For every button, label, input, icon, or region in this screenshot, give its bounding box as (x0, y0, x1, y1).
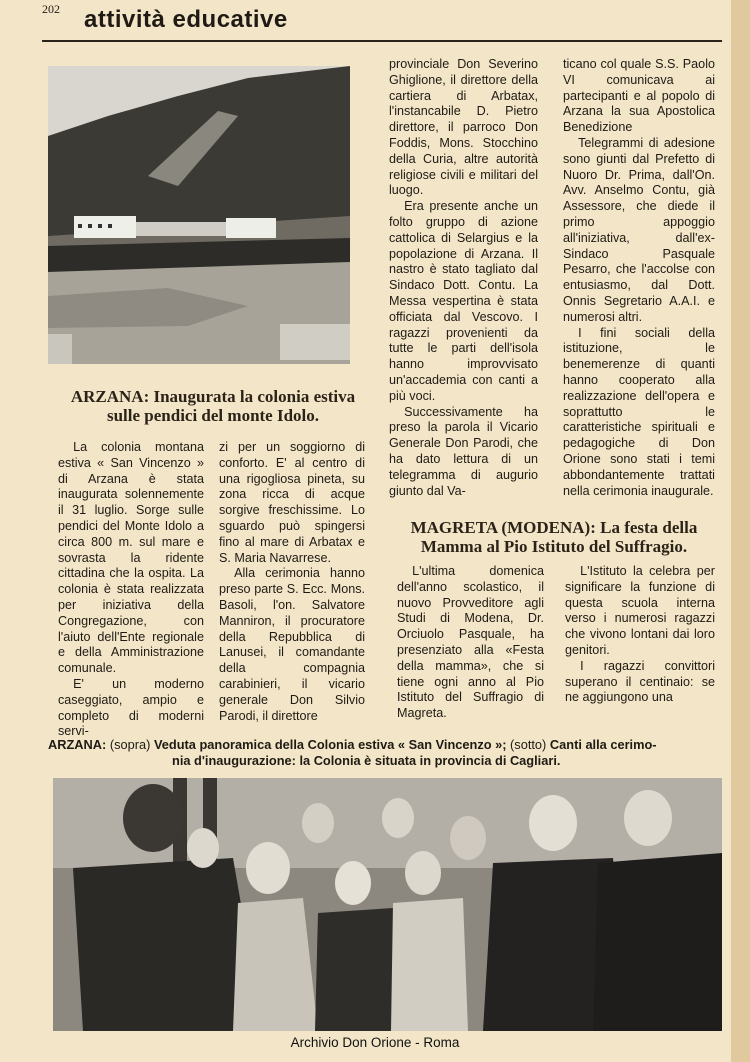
arzana-col3-paragraph-3: Successivamente ha preso la parola il Vicario Generale Don Parodi, che ha dato lettura di un telegramma di augurio giunto dal Va- (389, 404, 538, 498)
arzana-headline (48, 387, 378, 425)
arzana-col4-paragraph-2: Telegrammi di adesione sono giunti dal Prefetto di Nuoro Dr. Prima, dall'On. Avv. Anselmo Contu, già Assessore, che diede il primo appoggio all'iniziativa, dall'ex-Sindaco Pasquale Pesarro, che l'accolse con entusiasmo, dal Dott. Onnis Segretario A.A.I. e numerosi altri. (563, 135, 715, 324)
magreta-headline-line1: MAGRETA (MODENA): La festa della (410, 518, 698, 537)
archive-footer: Archivio Don Orione - Roma (290, 1035, 460, 1050)
magreta-col2-paragraph-1: L'Istituto la celebra per significare la funzione di questa scuola interna verso i numerosi ragazzi che vivono lontani dai loro genitori. (565, 564, 715, 657)
caption-sotto-text-1: Canti alla cerimo- (549, 737, 657, 752)
ceremony-group-image (53, 778, 722, 1031)
arzana-col1-paragraph: La colonia montana estiva « San Vincenzo » di Arzana è stata inaugurata solennemente il 31 luglio. Sorge sulle pendici del Monte Idolo a circa 800 m. sul mare e sovrasta la ridente cittadina che la ospita. La colonia è stata realizzata per iniziativa della Congregazione, con l'aiuto dell'Ente regionale e della Amministrazione comunale. (58, 440, 204, 676)
arzana-col2-paragraph-2: Alla cerimonia hanno preso parte S. Ecc. Mons. Basoli, l'on. Salvatore Manniron, il procuratore della Repubblica di Lanusei, il comandante della compagnia carabinieri, il vicario generale Don Silvio Parodi, il direttore (219, 566, 365, 723)
magreta-headline-line2: Mamma al Pio Istituto del Suffragio. (420, 537, 688, 556)
arzana-col2-paragraph-1: zi per un soggiorno di conforto. E' al centro di una rigogliosa pineta, su zona ricca di acque sorgive freschissime. Lo sguardo può spingersi fino al mare di Arbatax e S. Maria Navarrese. (219, 440, 365, 565)
magreta-col2-paragraph-2: I ragazzi convittori superano il centinaio: se ne aggiungono una (565, 658, 715, 705)
caption-sotto: (sotto) (510, 737, 547, 752)
arzana-column-3 (389, 57, 538, 499)
magreta-column-1 (397, 564, 544, 722)
arzana-column-4 (563, 57, 715, 499)
ceremony-photo (53, 778, 722, 1031)
magreta-column-2 (565, 564, 715, 706)
arzana-col4-paragraph-1: ticano col quale S.S. Paolo VI comunicava ai partecipanti e al popolo di Arzana la sua Apostolica Benedizione (563, 57, 715, 135)
caption-sotto-text-2: nia d'inaugurazione: la Colonia è situata in provincia di Cagliari. (172, 753, 561, 768)
arzana-headline-line1: ARZANA: Inaugurata la colonia estiva (70, 387, 356, 406)
colony-landscape-image (48, 66, 350, 364)
arzana-column-2 (219, 440, 365, 724)
magreta-headline (390, 518, 718, 556)
caption-sopra-text: Veduta panoramica della Colonia estiva « San Vincenzo »; (153, 737, 507, 752)
magreta-col1-paragraph: L'ultima domenica dell'anno scolastico, il nuovo Provveditore agli Studi di Modena, Dr. Orciuolo Pasquale, ha presenziato alla «Festa della mamma», che si tiene ogni anno al Pio Istituto del Suffragio di Magreta. (397, 564, 544, 721)
header-rule (42, 40, 722, 42)
arzana-col3-paragraph-2: Era presente anche un folto gruppo di azione cattolica di Selargius e la popolazione di Arzana. Il nastro è stato tagliato dal Sindaco Dott. Contu. La Messa vespertina è stata officiata dal Vescovo. I ragazzi provenienti da tutte le parti dell'isola hanno improvvisato un'accademia con canti a più voci. (389, 199, 538, 403)
page-edge (731, 0, 750, 1062)
arzana-headline-line2: sulle pendici del monte Idolo. (106, 406, 320, 425)
page-number: 202 (42, 2, 60, 16)
caption-place: ARZANA: (48, 737, 107, 752)
arzana-col4-paragraph-3: I fini sociali della istituzione, le benemerenze di quanti hanno cooperato alla realizzazione dell'opera e soprattutto le caratteristiche spirituali e pedagogiche di Don Orione sono stati i temi abbondantemente trattati nella cerimonia inaugurale. (563, 325, 715, 498)
colony-photo (48, 66, 350, 364)
arzana-col3-paragraph-1: provinciale Don Severino Ghiglione, il direttore della cartiera di Arbatax, l'instancabile D. Pietro direttore, il parroco Don Foddis, Mons. Stocchino della Curia, altre autorità religiose civili e militari del luogo. (389, 57, 538, 198)
photo-caption (48, 737, 720, 769)
arzana-col1-paragraph-2: E' un moderno caseggiato, ampio e completo di moderni servi- (58, 676, 204, 739)
caption-sopra: (sopra) (109, 737, 151, 752)
section-title: attività educative (84, 6, 288, 33)
arzana-column-1 (58, 440, 204, 740)
